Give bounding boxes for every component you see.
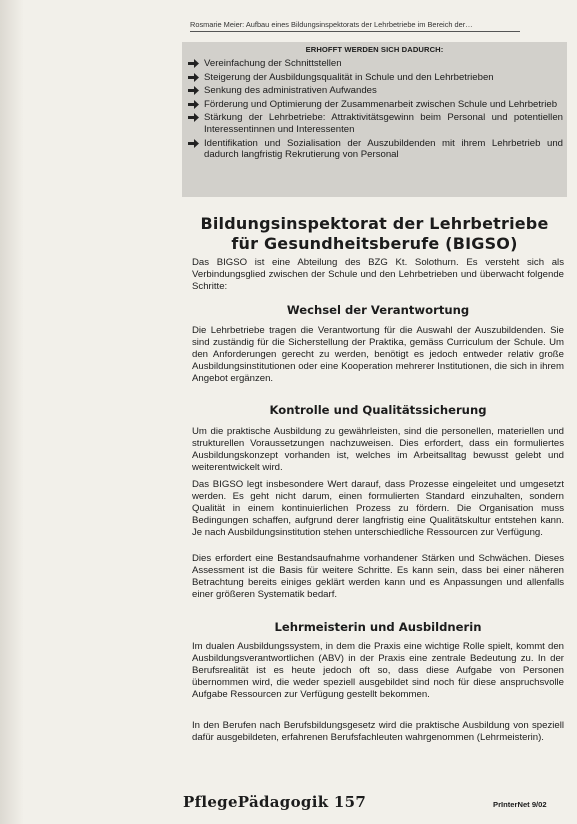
list-item-text: Stärkung der Lehrbetriebe: Attraktivitätsgewinn beim Personal und potentiellen Interessentinnen und Interessenten — [204, 112, 563, 135]
arrow-right-icon — [188, 59, 199, 68]
paragraph-wechsel-1: Die Lehrbetriebe tragen die Verantwortung für die Auswahl der Auszubildenden. Sie sind zuständig für die Sicherstellung der Praktika, gemäss Curriculum der Schule. Um den Anforderungen gerecht zu werden, benötigt es jedoch entweder relativ große Ausbildungsinstitutionen oder eine Kooperation mehrerer Institutionen, die sich in ihrem Angebot ergänzen. — [192, 325, 564, 384]
paragraph-kontrolle-3: Dies erfordert eine Bestandsaufnahme vorhandener Stärken und Schwächen. Dieses Assessment ist die Basis für weitere Schritte. Es kann sein, dass bei einer näheren Betrachtung bereits einiges geklärt werden kann und es Anpassungen und allenfalls einer größeren Systematik bedarf. — [192, 553, 564, 600]
arrow-right-icon — [188, 113, 199, 122]
list-item-text: Steigerung der Ausbildungsqualität in Schule und den Lehrbetrieben — [204, 71, 494, 83]
main-title-line1: Bildungsinspektorat der Lehrbetriebe — [200, 214, 549, 233]
benefits-title: ERHOFFT WERDEN SICH DADURCH: — [305, 45, 444, 54]
scan-shadow — [0, 0, 24, 824]
section-heading-kontrolle: Kontrolle und Qualitätssicherung — [269, 403, 487, 417]
list-item — [188, 112, 563, 135]
section-heading-lehrmeisterin: Lehrmeisterin und Ausbildnerin — [274, 620, 482, 634]
list-item — [188, 58, 563, 70]
list-item — [188, 85, 563, 97]
list-item-text: Vereinfachung der Schnittstellen — [204, 58, 342, 69]
benefits-box — [182, 42, 567, 197]
main-title — [182, 214, 567, 254]
intro-paragraph: Das BIGSO ist eine Abteilung des BZG Kt. Solothurn. Es versteht sich als Verbindungsglied zwischen der Schule und den Lehrbetrieben und überwacht folgende Schritte: — [192, 257, 564, 292]
list-item-text: Senkung des administrativen Aufwandes — [204, 85, 377, 97]
paragraph-kontrolle-1: Um die praktische Ausbildung zu gewährleisten, sind die personellen, materiellen und strukturellen Voraussetzungen nachzuweisen. Dies erfordert, dass ein formuliertes Ausbildungskonzept vorhanden ist, welches im Arbeitsalltag bewusst gelebt und weiterentwickelt wird. — [192, 426, 564, 473]
arrow-right-icon — [188, 100, 199, 109]
issue-label: PrInterNet 9/02 — [493, 800, 547, 809]
arrow-right-icon — [188, 139, 199, 148]
paragraph-lehrmeisterin-1: Im dualen Ausbildungssystem, in dem die Praxis eine wichtige Rolle spielt, kommt den Ausbildungsverantwortlichen (ABV) in der Praxis eine zentrale Bedeutung zu. In der Berufsrealität ist es heute jedoch oft so, dass diese Aufgabe von Personen übernommen wird, die weder speziell ausgebildet sind noch für diese anspruchsvolle Aufgabe Ressourcen zur Verfügung gestellt bekommen. — [192, 641, 564, 700]
list-item-text: Förderung und Optimierung der Zusammenarbeit zwischen Schule und Lehrbetrieb — [204, 98, 558, 110]
paragraph-lehrmeisterin-2: In den Berufen nach Berufsbildungsgesetz wird die praktische Ausbildung von speziell dafür ausgebildeten, erfahrenen Berufsfachleuten wahrgenommen (Lehrmeisterin). — [192, 720, 564, 743]
section-heading-wechsel: Wechsel der Verantwortung — [286, 303, 470, 317]
paragraph-kontrolle-2: Das BIGSO legt insbesondere Wert darauf, dass Prozesse eingeleitet und umgesetzt werden. Es geht nicht darum, einen formulierten Standard einzuhalten, sondern Qualität in einem kontinuierlichen Prozess zu fördern. Die Organisation muss Bedingungen schaffen, aufgrund derer langfristig eine Qualitätskultur entstehen kann. Je nach Ausbildungsinstitution stehen unterschiedliche Ressourcen zur Verfügung. — [192, 479, 564, 538]
list-item — [188, 72, 563, 84]
list-item — [188, 99, 563, 111]
journal-title: PflegePädagogik 157 — [183, 793, 367, 811]
arrow-right-icon — [188, 73, 199, 82]
main-title-line2: für Gesundheitsberufe (BIGSO) — [231, 234, 518, 253]
list-item-text: Identifikation und Sozialisation der Auszubildenden mit ihrem Lehrbetrieb und dadurch langfristig Rekrutierung von Personal — [204, 137, 563, 161]
list-item — [188, 138, 563, 161]
running-head: Rosmarie Meier: Aufbau eines Bildungsinspektorats der Lehrbetriebe im Bereich der… — [190, 20, 520, 32]
arrow-right-icon — [188, 86, 199, 95]
benefits-list — [182, 58, 567, 161]
